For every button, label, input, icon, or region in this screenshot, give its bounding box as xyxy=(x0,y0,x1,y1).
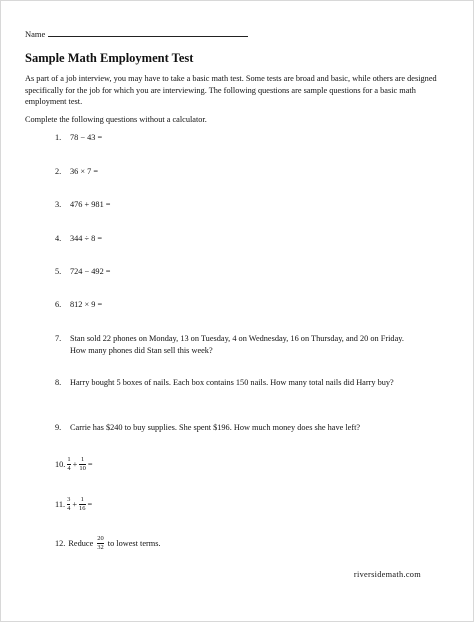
question-prefix: Reduce xyxy=(68,538,94,548)
question-number: 2. xyxy=(55,167,62,176)
question-11 xyxy=(55,496,93,512)
fraction-numerator: 1 xyxy=(80,496,84,503)
intro-paragraph: As part of a job interview, you may have to take a basic math test. Some tests are broad and basic, while others are designed specifically for the job for which you are interviewing. The following questions are sample questions for a basic math employment test. xyxy=(25,74,437,106)
fraction-numerator: 20 xyxy=(97,535,104,542)
fraction-denominator: 32 xyxy=(97,544,104,551)
question-number: 4. xyxy=(55,234,62,243)
fraction-numerator: 1 xyxy=(80,456,85,463)
fraction-denominator: 4 xyxy=(67,465,71,472)
question-number: 1. xyxy=(55,133,62,142)
fraction xyxy=(97,535,104,551)
question-text: Stan sold 22 phones on Monday, 13 on Tuesday, 4 on Wednesday, 16 on Thursday, and 20 on Friday. How many phones did Stan sell this week? xyxy=(70,334,404,355)
footer-website: riversidemath.com xyxy=(353,570,421,579)
fraction-denominator: 10 xyxy=(79,465,86,472)
equals-sign: = xyxy=(87,459,93,469)
question-text: Carrie has $240 to buy supplies. She spent $196. How much money does she have left? xyxy=(70,423,361,432)
question-number: 10. xyxy=(55,459,66,469)
question-number: 11. xyxy=(55,499,66,509)
question-text: 36 × 7 = xyxy=(70,167,99,176)
question-number: 6. xyxy=(55,300,62,309)
fraction-denominator: 4 xyxy=(67,505,71,512)
page-title: Sample Math Employment Test xyxy=(25,51,194,65)
question-text: Harry bought 5 boxes of nails. Each box contains 150 nails. How many total nails did Harry buy? xyxy=(70,378,394,387)
question-10 xyxy=(55,456,94,472)
fraction xyxy=(79,456,86,472)
question-number: 8. xyxy=(55,378,62,387)
question-text: 724 − 492 = xyxy=(70,267,111,276)
plus-operator: + xyxy=(72,499,78,509)
fraction xyxy=(67,456,70,472)
question-text: 344 ÷ 8 = xyxy=(70,234,103,243)
name-label: Name xyxy=(25,29,46,39)
question-number: 12. xyxy=(55,538,66,548)
question-number: 5. xyxy=(55,267,62,276)
plus-operator: + xyxy=(72,459,78,469)
question-text: 812 × 9 = xyxy=(70,300,103,309)
question-number: 9. xyxy=(55,423,62,432)
name-field xyxy=(25,27,248,39)
question-text: 476 + 981 = xyxy=(70,200,111,209)
fraction-numerator: 3 xyxy=(67,496,71,503)
question-text: 78 − 43 = xyxy=(70,133,103,142)
name-underline[interactable] xyxy=(48,27,248,37)
fraction-denominator: 16 xyxy=(79,505,86,512)
question-12 xyxy=(55,535,161,551)
fraction-numerator: 1 xyxy=(67,456,71,463)
equals-sign: = xyxy=(87,499,93,509)
fraction xyxy=(67,496,70,512)
fraction xyxy=(79,496,86,512)
instruction-text: Complete the following questions without a calculator. xyxy=(25,115,207,124)
question-suffix: to lowest terms. xyxy=(107,538,161,548)
question-number: 3. xyxy=(55,200,62,209)
question-number: 7. xyxy=(55,334,62,343)
